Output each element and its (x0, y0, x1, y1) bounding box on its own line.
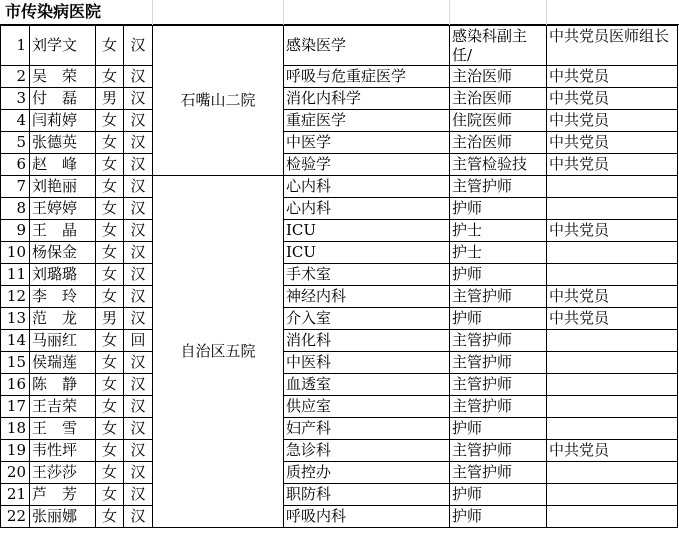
cell-title[interactable]: 主管护师 (450, 286, 547, 308)
gridline (283, 0, 284, 25)
cell-ethnicity[interactable]: 汉 (124, 462, 153, 484)
cell-title[interactable]: 主管护师 (450, 330, 547, 352)
cell-department[interactable]: 心内科 (284, 176, 450, 198)
cell-party[interactable]: 中共党员 (547, 286, 678, 308)
cell-name[interactable]: 刘学文 (30, 26, 96, 66)
table-row (1, 110, 678, 132)
cell-number[interactable]: 4 (1, 110, 30, 132)
cell-sex[interactable]: 男 (96, 88, 124, 110)
cell-title[interactable]: 护师 (450, 418, 547, 440)
table-body (1, 26, 678, 528)
cell-department[interactable]: 介入室 (284, 308, 450, 330)
cell-title[interactable]: 护士 (450, 220, 547, 242)
cell-title[interactable]: 主管检验技 (450, 154, 547, 176)
table-row (1, 26, 678, 66)
cell-number[interactable]: 2 (1, 66, 30, 88)
cell-party[interactable] (547, 352, 678, 374)
cell-title[interactable]: 护师 (450, 264, 547, 286)
cell-ethnicity[interactable]: 汉 (124, 308, 153, 330)
cell-title[interactable]: 主治医师 (450, 88, 547, 110)
cell-number[interactable]: 22 (1, 506, 30, 528)
cell-party[interactable] (547, 242, 678, 264)
cell-ethnicity[interactable]: 汉 (124, 176, 153, 198)
cell-party[interactable] (547, 484, 678, 506)
cell-department[interactable]: 妇产科 (284, 418, 450, 440)
table-row (1, 330, 678, 352)
cell-number[interactable]: 21 (1, 484, 30, 506)
cell-party[interactable] (547, 462, 678, 484)
cell-department[interactable]: 质控办 (284, 462, 450, 484)
cell-party[interactable] (547, 176, 678, 198)
cell-department[interactable]: 消化内科学 (284, 88, 450, 110)
cell-name[interactable]: 韦性坪 (30, 440, 96, 462)
cell-party[interactable] (547, 198, 678, 220)
cell-department[interactable]: 心内科 (284, 198, 450, 220)
cell-number[interactable]: 17 (1, 396, 30, 418)
cell-number[interactable]: 3 (1, 88, 30, 110)
cell-party[interactable] (547, 396, 678, 418)
cell-sex[interactable]: 女 (96, 506, 124, 528)
table-row (1, 132, 678, 154)
table-row (1, 176, 678, 198)
cell-party[interactable] (547, 264, 678, 286)
cell-name[interactable]: 杨保金 (30, 242, 96, 264)
cell-name[interactable]: 刘璐璐 (30, 264, 96, 286)
cell-department[interactable]: 手术室 (284, 264, 450, 286)
cell-sex[interactable]: 女 (96, 484, 124, 506)
table-row (1, 396, 678, 418)
cell-sex[interactable]: 女 (96, 440, 124, 462)
cell-party[interactable]: 中共党员 (547, 154, 678, 176)
cell-name[interactable]: 张丽娜 (30, 506, 96, 528)
cell-title[interactable]: 住院医师 (450, 110, 547, 132)
cell-ethnicity[interactable]: 汉 (124, 374, 153, 396)
cell-sex[interactable]: 女 (96, 66, 124, 88)
cell-ethnicity[interactable]: 汉 (124, 26, 153, 66)
cell-number[interactable]: 7 (1, 176, 30, 198)
cell-department[interactable]: 呼吸内科 (284, 506, 450, 528)
table-row (1, 506, 678, 528)
cell-department[interactable]: 感染医学 (284, 26, 450, 66)
cell-ethnicity[interactable]: 汉 (124, 66, 153, 88)
cell-ethnicity[interactable]: 汉 (124, 506, 153, 528)
table-row (1, 308, 678, 330)
cell-title[interactable]: 主治医师 (450, 132, 547, 154)
cell-party[interactable] (547, 374, 678, 396)
gridline (449, 0, 450, 25)
cell-sex[interactable]: 女 (96, 286, 124, 308)
cell-number[interactable]: 16 (1, 374, 30, 396)
staff-table (0, 25, 678, 528)
cell-sex[interactable]: 女 (96, 242, 124, 264)
cell-title[interactable]: 感染科副主任/ (450, 26, 547, 66)
cell-ethnicity[interactable]: 汉 (124, 264, 153, 286)
cell-name[interactable]: 吴 荣 (30, 66, 96, 88)
title-row (0, 0, 679, 25)
cell-number[interactable]: 15 (1, 352, 30, 374)
cell-number[interactable]: 11 (1, 264, 30, 286)
cell-title[interactable]: 护师 (450, 506, 547, 528)
cell-name[interactable]: 闫莉婷 (30, 110, 96, 132)
cell-department[interactable]: 供应室 (284, 396, 450, 418)
cell-name[interactable]: 付 磊 (30, 88, 96, 110)
cell-department[interactable]: 中医科 (284, 352, 450, 374)
cell-ethnicity[interactable]: 汉 (124, 242, 153, 264)
cell-title[interactable]: 主管护师 (450, 462, 547, 484)
cell-department[interactable]: 职防科 (284, 484, 450, 506)
cell-number[interactable]: 19 (1, 440, 30, 462)
cell-sex[interactable]: 女 (96, 198, 124, 220)
table-row (1, 220, 678, 242)
cell-ethnicity[interactable]: 汉 (124, 440, 153, 462)
cell-sex[interactable]: 女 (96, 26, 124, 66)
cell-ethnicity[interactable]: 汉 (124, 110, 153, 132)
cell-sex[interactable]: 女 (96, 110, 124, 132)
table-row (1, 264, 678, 286)
cell-title[interactable]: 主管护师 (450, 374, 547, 396)
cell-title[interactable]: 主管护师 (450, 176, 547, 198)
gridline (152, 0, 153, 25)
cell-title[interactable]: 主管护师 (450, 396, 547, 418)
cell-number[interactable]: 14 (1, 330, 30, 352)
cell-party[interactable]: 中共党员 (547, 66, 678, 88)
table-row (1, 88, 678, 110)
cell-number[interactable]: 13 (1, 308, 30, 330)
cell-department[interactable]: ICU (284, 242, 450, 264)
table-row (1, 198, 678, 220)
cell-title[interactable]: 护士 (450, 242, 547, 264)
cell-title[interactable]: 护师 (450, 308, 547, 330)
table-row (1, 374, 678, 396)
cell-number[interactable]: 18 (1, 418, 30, 440)
cell-name[interactable]: 李 玲 (30, 286, 96, 308)
cell-title[interactable]: 护师 (450, 198, 547, 220)
cell-name[interactable]: 侯瑞莲 (30, 352, 96, 374)
cell-sex[interactable]: 女 (96, 132, 124, 154)
cell-sex[interactable]: 女 (96, 154, 124, 176)
cell-department[interactable]: 急诊科 (284, 440, 450, 462)
cell-number[interactable]: 5 (1, 132, 30, 154)
cell-title[interactable]: 主治医师 (450, 66, 547, 88)
cell-name[interactable]: 赵 峰 (30, 154, 96, 176)
cell-sex[interactable]: 女 (96, 418, 124, 440)
cell-department[interactable]: 神经内科 (284, 286, 450, 308)
cell-sex[interactable]: 女 (96, 374, 124, 396)
cell-sex[interactable]: 女 (96, 352, 124, 374)
cell-department[interactable]: 血透室 (284, 374, 450, 396)
cell-name[interactable]: 张德英 (30, 132, 96, 154)
cell-sex[interactable]: 女 (96, 176, 124, 198)
cell-ethnicity[interactable]: 汉 (124, 220, 153, 242)
cell-number[interactable]: 8 (1, 198, 30, 220)
cell-number[interactable]: 1 (1, 26, 30, 66)
cell-department[interactable]: 检验学 (284, 154, 450, 176)
cell-party[interactable]: 中共党员 (547, 440, 678, 462)
cell-party[interactable]: 中共党员 (547, 220, 678, 242)
cell-name[interactable]: 王吉荣 (30, 396, 96, 418)
table-row (1, 242, 678, 264)
cell-name[interactable]: 刘艳丽 (30, 176, 96, 198)
cell-sex[interactable]: 女 (96, 220, 124, 242)
cell-ethnicity[interactable]: 汉 (124, 352, 153, 374)
cell-title[interactable]: 主管护师 (450, 352, 547, 374)
cell-ethnicity[interactable]: 汉 (124, 154, 153, 176)
cell-title[interactable]: 主管护师 (450, 440, 547, 462)
cell-name[interactable]: 芦 芳 (30, 484, 96, 506)
cell-party[interactable]: 中共党员 (547, 88, 678, 110)
cell-sex[interactable]: 男 (96, 308, 124, 330)
cell-ethnicity[interactable]: 汉 (124, 484, 153, 506)
cell-sex[interactable]: 女 (96, 264, 124, 286)
cell-sex[interactable]: 女 (96, 462, 124, 484)
cell-name[interactable]: 王 雪 (30, 418, 96, 440)
cell-ethnicity[interactable]: 汉 (124, 198, 153, 220)
table-row (1, 154, 678, 176)
cell-department[interactable]: 消化科 (284, 330, 450, 352)
cell-name[interactable]: 王婷婷 (30, 198, 96, 220)
table-row (1, 484, 678, 506)
cell-party[interactable]: 中共党员 (547, 308, 678, 330)
table-row (1, 418, 678, 440)
cell-sex[interactable]: 女 (96, 396, 124, 418)
cell-name[interactable]: 陈 静 (30, 374, 96, 396)
cell-party[interactable]: 中共党员 (547, 110, 678, 132)
table-row (1, 352, 678, 374)
cell-hospital[interactable]: 石嘴山二院 (153, 26, 284, 176)
gridline (546, 0, 547, 25)
table-row (1, 462, 678, 484)
cell-ethnicity[interactable]: 汉 (124, 88, 153, 110)
cell-number[interactable]: 20 (1, 462, 30, 484)
cell-number[interactable]: 9 (1, 220, 30, 242)
cell-ethnicity[interactable]: 回 (124, 330, 153, 352)
table-row (1, 440, 678, 462)
cell-name[interactable]: 范 龙 (30, 308, 96, 330)
cell-department[interactable]: 中医学 (284, 132, 450, 154)
cell-title[interactable]: 护师 (450, 484, 547, 506)
cell-department[interactable]: ICU (284, 220, 450, 242)
cell-number[interactable]: 6 (1, 154, 30, 176)
cell-ethnicity[interactable]: 汉 (124, 286, 153, 308)
cell-ethnicity[interactable]: 汉 (124, 418, 153, 440)
cell-hospital[interactable]: 自治区五院 (153, 176, 284, 528)
cell-number[interactable]: 12 (1, 286, 30, 308)
cell-ethnicity[interactable]: 汉 (124, 396, 153, 418)
cell-party[interactable] (547, 418, 678, 440)
table-row (1, 286, 678, 308)
sheet-title: 市传染病医院 (5, 2, 102, 21)
cell-name[interactable]: 马丽红 (30, 330, 96, 352)
cell-party[interactable] (547, 330, 678, 352)
cell-department[interactable]: 呼吸与危重症医学 (284, 66, 450, 88)
cell-number[interactable]: 10 (1, 242, 30, 264)
cell-name[interactable]: 王 晶 (30, 220, 96, 242)
cell-sex[interactable]: 女 (96, 330, 124, 352)
cell-ethnicity[interactable]: 汉 (124, 132, 153, 154)
cell-name[interactable]: 王莎莎 (30, 462, 96, 484)
cell-party[interactable]: 中共党员医师组长 (547, 26, 678, 66)
cell-department[interactable]: 重症医学 (284, 110, 450, 132)
cell-party[interactable]: 中共党员 (547, 132, 678, 154)
cell-party[interactable] (547, 506, 678, 528)
table-row (1, 66, 678, 88)
